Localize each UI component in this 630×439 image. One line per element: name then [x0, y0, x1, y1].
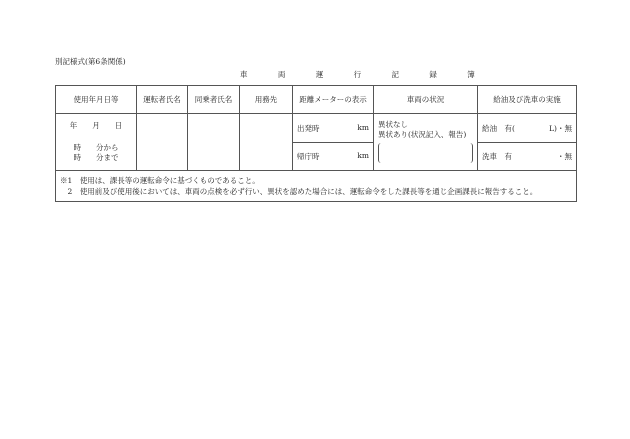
wash-label: 洗車 有	[482, 152, 512, 161]
destination-cell[interactable]	[240, 114, 293, 171]
status-none: 異状なし	[378, 120, 408, 129]
km-unit: km	[357, 151, 369, 160]
header-date: 使用年月日等	[56, 86, 137, 114]
fuel-label: 給油 有(	[482, 123, 515, 133]
header-destination: 用務先	[240, 86, 293, 114]
wash-none: ・無	[557, 152, 572, 161]
note-1: ※1 使用は、課長等の運転命令に基づくものであること。	[60, 176, 260, 185]
fuel-unit: L)・無	[549, 123, 572, 133]
notes-cell	[56, 171, 577, 202]
passenger-cell[interactable]	[188, 114, 240, 171]
header-driver: 運転者氏名	[137, 86, 188, 114]
header-meter: 距離メーターの表示	[293, 86, 374, 114]
notes-row	[56, 171, 577, 202]
time-from: 時 分から	[73, 143, 119, 152]
header-fuel-wash: 給油及び洗車の実施	[478, 86, 577, 114]
page-title: 車 両 運 行 記 録 簿	[240, 70, 489, 79]
time-to: 時 分まで	[73, 153, 119, 162]
vehicle-log-table	[55, 85, 577, 202]
status-some: 異状あり(状況記入、報告)	[378, 130, 467, 139]
driver-cell[interactable]	[137, 114, 188, 171]
meter-return-label: 帰庁時	[297, 152, 320, 161]
header-row	[56, 86, 577, 114]
header-vehicle-status: 車両の状況	[374, 86, 478, 114]
date-cell[interactable]	[56, 114, 137, 171]
meter-depart-label: 出発時	[297, 123, 320, 133]
note-2: 2 使用前及び使用後においては、車両の点検を必ず行い、異状を認めた場合には、運転命令をした課長等を通じ企画課長に報告すること。	[60, 187, 538, 196]
wash-cell[interactable]	[478, 143, 577, 171]
header-passenger: 同乗者氏名	[188, 86, 240, 114]
meter-depart-cell[interactable]	[293, 114, 374, 143]
km-unit: km	[357, 122, 369, 132]
date-ymd: 年 月 日	[69, 121, 123, 130]
fuel-cell[interactable]	[478, 114, 577, 143]
status-note-bracket[interactable]	[378, 143, 473, 163]
table-row	[56, 114, 577, 143]
form-label: 別記様式(第6条関係)	[55, 57, 126, 66]
vehicle-status-cell[interactable]	[374, 114, 478, 171]
meter-return-cell[interactable]	[293, 143, 374, 171]
